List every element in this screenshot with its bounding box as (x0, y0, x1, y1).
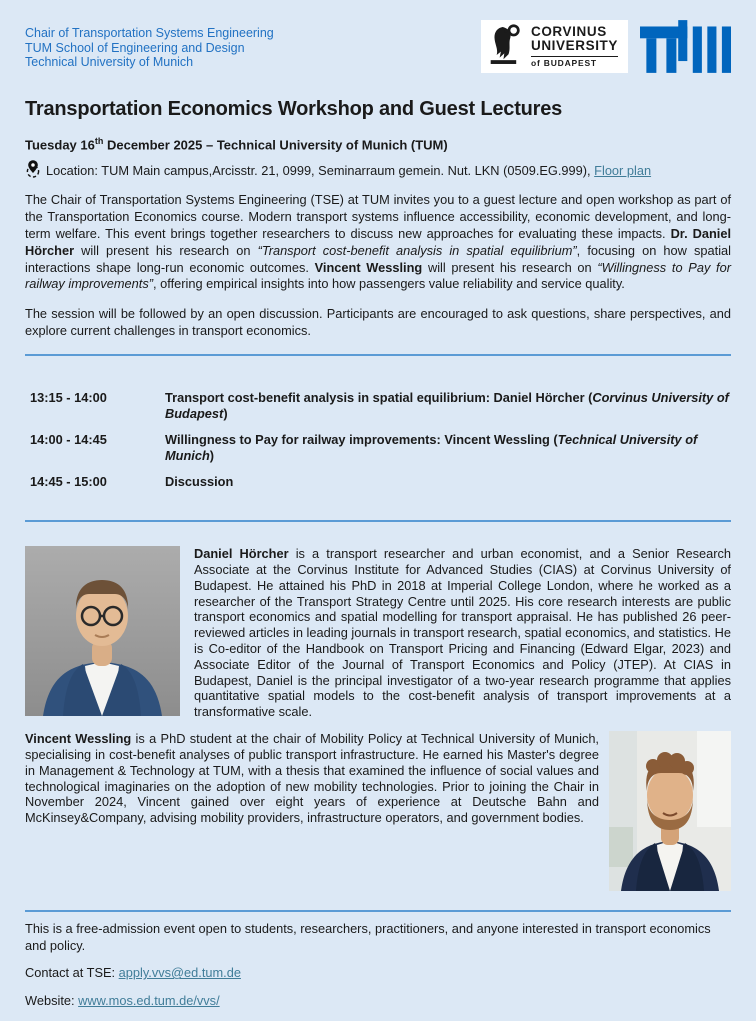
schedule-row-2 (25, 432, 731, 465)
corvinus-logo-line3: of BUDAPEST (531, 56, 618, 69)
date-prefix: Tuesday 16 (25, 137, 95, 153)
floor-plan-link[interactable]: Floor plan (594, 163, 652, 179)
contact-email-link[interactable]: apply.vvs@ed.tum.de (118, 965, 241, 981)
contact-label: Contact at TSE: (25, 965, 119, 981)
date-suffix: December 2025 – Technical University of Munich (TUM) (103, 137, 448, 153)
event-location-line (25, 159, 731, 182)
location-text: Location: TUM Main campus,Arcisstr. 21, 0999, Seminarraum gemein. Nut. LKN (0509.EG.999), Floor plan (46, 163, 652, 179)
corvinus-logo-line1: CORVINUS (530, 23, 607, 39)
section-divider-bottom (25, 910, 731, 912)
location-pin-icon (25, 159, 41, 182)
schedule-table (25, 390, 731, 491)
schedule-description: Discussion (165, 473, 234, 489)
daniel-name: Daniel Hörcher (194, 546, 289, 562)
website-label: Website: (25, 992, 79, 1008)
daniel-bio-text: Daniel Hörcher is a transport researcher and urban economist, and a Senior Research Associate at the Corvinus Institute for Advanced Studies (CIAS) at Corvinus University of Budapest. He attained his PhD in 2018 at Imperial College London, where he worked as a researcher of the Transport Strategy Centre until 2025. His core research interests are public transport economics and spatial modelling for transport appraisal. He has published 26 peer-reviewed articles in leading journals in transport research, spatial economics, and statistics. He is Co-editor of the Handbook on Transport Pricing and Financing (Edward Elgar, 2023) and Associate Editor of the Journal of Transport Economics and Policy (JTEP). At CIAS in Budapest, Daniel is the principal investigator of a two-year research programme that applies quantitative spatial models to the cost-benefit analysis of transport improvements at a transformative scale. (194, 546, 732, 720)
intro-paragraph: The Chair of Transportation Systems Engineering (TSE) at TUM invites you to a guest lecture and open workshop as part of the Transportation Economics course. Modern transport systems influence accessibility, economic development, and long-term welfare. This event brings together researchers to discuss new approaches for evaluating these impacts. Dr. Daniel Hörcher will present his research on “Transport cost-benefit analysis in spatial equilibrium”, focusing on how spatial interactions shape long-run economic outcomes. Vincent Wessling will present his research on “Willingness to Pay for railway improvements”, offering empirical insights into how passengers value reliability and service quality. (25, 192, 732, 292)
talk-title-wessling: “Willingness to Pay for railway improvements” (25, 259, 731, 292)
speaker-name-wessling: Vincent Wessling (314, 259, 423, 275)
corvinus-university-logo (481, 20, 628, 73)
org-line-school: TUM School of Engineering and Design (25, 40, 245, 55)
bio-daniel-hoercher (25, 546, 731, 721)
discussion-paragraph: The session will be followed by an open discussion. Participants are encouraged to ask questions, share perspectives, and explore current challenges in transport economics. (25, 306, 731, 338)
event-date-line (25, 136, 731, 152)
vincent-name: Vincent Wessling (25, 731, 132, 747)
schedule-time: 14:00 - 14:45 (30, 431, 107, 447)
website-link[interactable]: www.mos.ed.tum.de/vvs/ (78, 992, 220, 1008)
vincent-wessling-photo (609, 731, 731, 896)
schedule-description: Transport cost-benefit analysis in spatial equilibrium: Daniel Hörcher (Corvinus University of Budapest) (165, 389, 729, 422)
corvinus-logo-text (531, 25, 618, 69)
schedule-time: 13:15 - 14:00 (30, 389, 107, 405)
section-divider-middle (25, 520, 731, 522)
daniel-hoercher-photo (25, 546, 180, 721)
org-line-chair: Chair of Transportation Systems Engineering (25, 26, 274, 40)
page-title: Transportation Economics Workshop and Guest Lectures (25, 98, 563, 120)
org-line-university: Technical University of Munich (25, 55, 194, 69)
org-affiliation-lines (25, 20, 274, 70)
tum-logo (640, 20, 731, 78)
talk-title-hoercher: “Transport cost-benefit analysis in spatial equilibrium” (257, 242, 577, 258)
speaker-name-hoercher: Dr. Daniel Hörcher (25, 225, 732, 258)
schedule-time: 14:45 - 15:00 (30, 473, 107, 489)
website-line (25, 993, 731, 1010)
schedule-row-1 (25, 390, 731, 423)
contact-line (25, 965, 731, 982)
schedule-row-3 (25, 474, 731, 491)
vincent-bio-text: Vincent Wessling is a PhD student at the chair of Mobility Policy at Technical University of Munich, specialising in cost-benefit analyses of public transport infrastructure. He earned his Master's degree in Management & Technology at TUM, with a thesis that examined the influence of social values and technological imaginaries on the adoption of new mobility technologies. Prior to joining the Chair in November 2024, Vincent gained over eight years of experience at Deutsche Bahn and McKinsey&Company, advising mobility providers, infrastructure operators, and government bodies. (25, 731, 599, 826)
date-ordinal: th (94, 136, 104, 146)
schedule-description: Willingness to Pay for railway improvements: Vincent Wessling (Technical University of Munich) (165, 431, 698, 464)
bio-vincent-wessling (25, 731, 731, 896)
header (25, 20, 731, 78)
section-divider-top (25, 354, 731, 356)
admission-note: This is a free-admission event open to students, researchers, practitioners, and anyone interested in transport economics and policy. (25, 921, 711, 953)
corvinus-raven-icon (489, 22, 523, 71)
corvinus-logo-line2: UNIVERSITY (530, 38, 618, 54)
logo-group (481, 20, 731, 78)
